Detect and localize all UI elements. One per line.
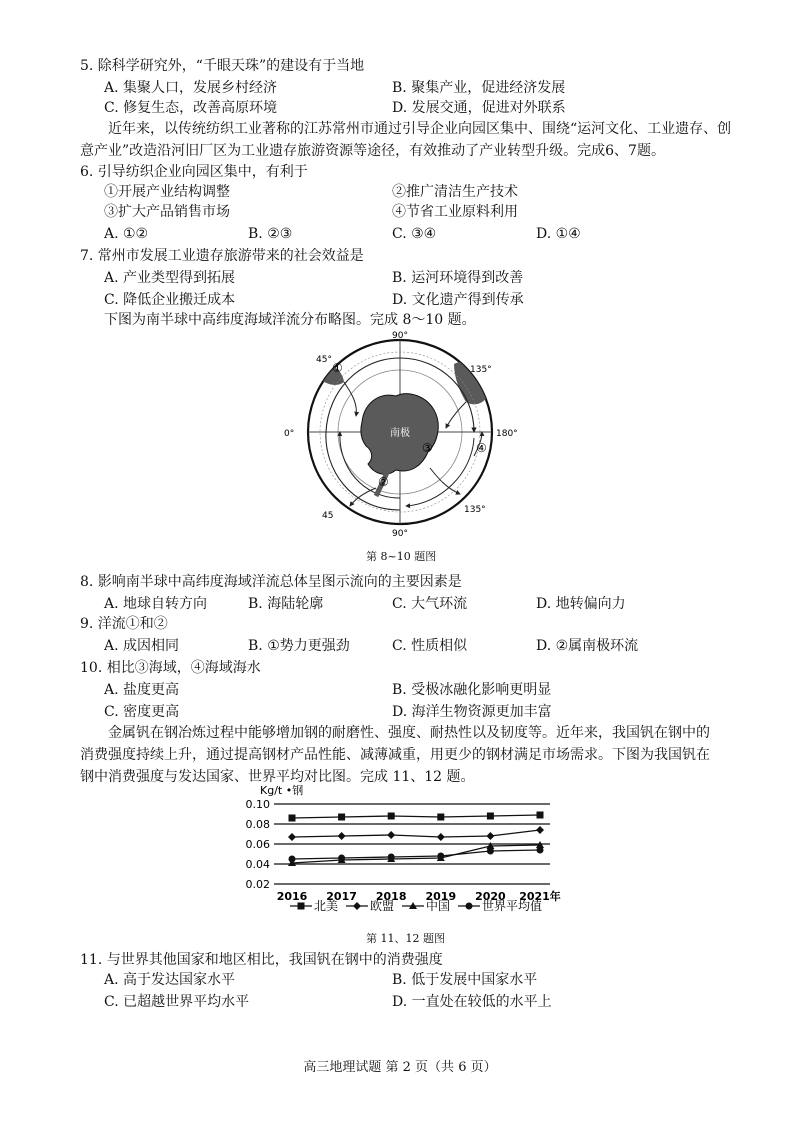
q6-option-d: D. ①④ — [536, 226, 581, 242]
chart-point — [388, 854, 395, 861]
chart-x-tick-label: 2016 — [276, 890, 308, 903]
q8-option-d: D. 地转偏向力 — [536, 596, 626, 612]
chart-x-tick-label: 2021年 — [519, 890, 561, 903]
chart-point — [437, 833, 445, 841]
map-label-90-bottom: 90° — [392, 529, 408, 539]
chart-series-line-1 — [292, 815, 540, 818]
page-footer: 高三地理试题 第 2 页（共 6 页） — [303, 1060, 497, 1075]
chart-y-tick-label: 0.06 — [245, 838, 270, 851]
q6-statement-3: ③扩大产品销售市场 — [104, 204, 230, 220]
q6-statement-4: ④节省工业原料利用 — [392, 204, 518, 220]
q10-option-c: C. 密度更高 — [104, 704, 180, 720]
chart-point — [537, 847, 544, 854]
current-marker-1: ① — [332, 361, 343, 375]
chart-point — [338, 855, 345, 862]
map-label-0: 0° — [284, 429, 295, 439]
q11-option-a: A. 高于发达国家水平 — [104, 972, 236, 988]
q7-option-d: D. 文化遗产得到传承 — [392, 292, 524, 308]
current-marker-4: ④ — [476, 441, 487, 455]
map-label-90-top: 90° — [392, 331, 408, 341]
q9-option-d: D. ②属南极环流 — [536, 638, 639, 654]
q5-stem: 5. 除科学研究外，“千眼天珠”的建设有于当地 — [80, 58, 365, 74]
chart-y-tick-label: 0.08 — [245, 818, 270, 831]
chart-point — [486, 832, 494, 840]
map-label-45-top: 45° — [316, 355, 332, 365]
chart-x-tick-label: 2017 — [326, 890, 357, 903]
passage-6-7: 近年来，以传统纺织工业著称的江苏常州市通过引导企业向园区集中、围绕“运河文化、工业遗存、创意产业”改造沿河旧厂区为工业遗存旅游资源等途径，有效推动了产业转型升级。完成6、7题。 — [80, 121, 732, 159]
legend-marker — [298, 903, 305, 910]
q8-option-a: A. 地球自转方向 — [104, 596, 208, 612]
q6-option-c: C. ③④ — [392, 226, 437, 242]
q6-option-b: B. ②③ — [248, 226, 293, 242]
q10-option-a: A. 盐度更高 — [104, 682, 180, 698]
chart-point — [537, 812, 544, 819]
q9-option-c: C. 性质相似 — [392, 638, 468, 654]
q6-statement-2: ②推广清洁生产技术 — [392, 184, 518, 200]
chart-point — [289, 856, 296, 863]
map-label-135-bottom: 135° — [464, 505, 486, 515]
q10-stem: 10. 相比③海域，④海域海水 — [80, 660, 261, 676]
map-label-south-pole: 南极 — [390, 428, 410, 439]
chart-x-tick-label: 2018 — [375, 890, 407, 903]
chart-point — [487, 848, 494, 855]
q9-option-b: B. ①势力更强劲 — [248, 638, 350, 654]
passage-11-12: 金属钒在钢冶炼过程中能够增加钢的耐磨性、强度、耐热性以及韧度等。近年来，我国钒在钢中的消费强度持续上升，通过提高钢材产品性能、减薄减重，用更少的钢材满足市场需求。下图为我国钒在钢中消费强度与发达国家、世界平均对比图。完成 11、12 题。 — [80, 725, 710, 785]
chart-point — [288, 833, 296, 841]
chart-x-tick-label: 2020 — [475, 890, 506, 903]
chart-point — [387, 831, 395, 839]
chart-point — [437, 853, 444, 860]
q5-option-d: D. 发展交通，促进对外联系 — [392, 100, 566, 116]
chart-point — [289, 815, 296, 822]
q11-option-b: B. 低于发展中国家水平 — [392, 972, 538, 988]
legend-label: 世界平均值 — [482, 899, 543, 913]
q10-option-d: D. 海洋生物资源更加丰富 — [392, 704, 552, 720]
legend-label: 北美 — [314, 899, 339, 913]
q8-option-b: B. 海陆轮廓 — [248, 596, 324, 612]
q6-option-a: A. ①② — [104, 226, 149, 242]
q5-option-a: A. 集聚人口，发展乡村经济 — [104, 80, 278, 96]
map-label-180: 180° — [496, 429, 518, 439]
legend-label: 中国 — [426, 899, 451, 913]
current-marker-2: ② — [378, 475, 389, 489]
q8-stem: 8. 影响南半球中高纬度海域洋流总体呈图示流向的主要因素是 — [80, 574, 462, 590]
vanadium-line-chart — [220, 782, 600, 922]
chart-y-label: Kg/t •钢 — [260, 784, 304, 797]
chart-y-tick-label: 0.04 — [245, 858, 270, 871]
chart-caption: 第 11、12 题图 — [366, 932, 445, 945]
chart-point — [487, 813, 494, 820]
chart-point — [437, 814, 444, 821]
map-label-45-bottom: 45 — [322, 511, 334, 521]
q7-option-c: C. 降低企业搬迁成本 — [104, 292, 236, 308]
q6-statement-1: ①开展产业结构调整 — [104, 184, 230, 200]
q5-option-b: B. 聚集产业，促进经济发展 — [392, 80, 566, 96]
map-label-135-top: 135° — [470, 365, 492, 375]
chart-y-tick-label: 0.02 — [245, 878, 270, 891]
legend-marker — [353, 902, 361, 910]
q11-option-d: D. 一直处在较低的水平上 — [392, 994, 552, 1010]
chart-series-line-2 — [292, 830, 540, 837]
q11-option-c: C. 已超越世界平均水平 — [104, 994, 250, 1010]
chart-point — [338, 814, 345, 821]
q7-option-b: B. 运河环境得到改善 — [392, 270, 524, 286]
map-caption: 第 8~10 题图 — [366, 550, 437, 563]
q7-option-a: A. 产业类型得到拓展 — [104, 270, 236, 286]
current-marker-3: ③ — [422, 441, 433, 455]
ocean-current-map — [270, 328, 530, 550]
q8-option-c: C. 大气环流 — [392, 596, 468, 612]
chart-point — [388, 813, 395, 820]
legend-label: 欧盟 — [370, 899, 395, 913]
chart-point — [338, 832, 346, 840]
chart-series-line-4 — [292, 850, 540, 859]
chart-point — [536, 826, 544, 834]
q6-stem: 6. 引导纺织企业向园区集中，有利于 — [80, 164, 308, 180]
q5-option-c: C. 修复生态，改善高原环境 — [104, 100, 278, 116]
q9-option-a: A. 成因相同 — [104, 638, 180, 654]
legend-marker — [466, 903, 473, 910]
q11-stem: 11. 与世界其他国家和地区相比，我国钒在钢中的消费强度 — [80, 952, 443, 968]
chart-y-tick-label: 0.10 — [245, 798, 270, 811]
chart-x-tick-label: 2019 — [425, 890, 457, 903]
q7-stem: 7. 常州市发展工业遗存旅游带来的社会效益是 — [80, 248, 364, 264]
q9-stem: 9. 洋流①和② — [80, 616, 168, 632]
q10-option-b: B. 受极冰融化影响更明显 — [392, 682, 552, 698]
intro-8-10: 下图为南半球中高纬度海域洋流分布略图。完成 8～10 题。 — [104, 312, 476, 328]
chart-series-line-3 — [292, 845, 540, 863]
